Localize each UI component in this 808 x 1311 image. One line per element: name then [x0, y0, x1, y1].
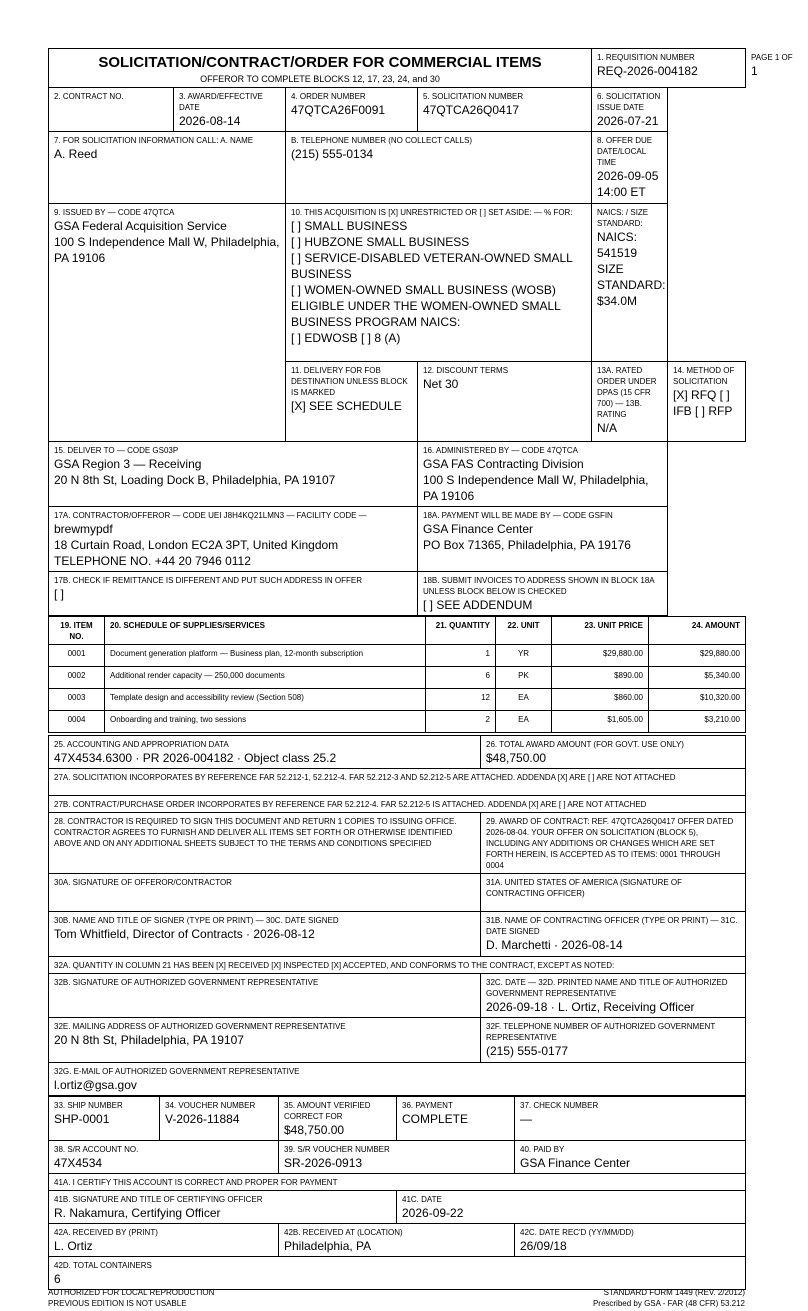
- deliver-to-cell: 15. DELIVER TO — CODE GS03P GSA Region 3 — Receiving 20 N 8th St, Loading Dock B, Philadelphia, PA 19107: [49, 442, 418, 507]
- block-32a: 32A. QUANTITY IN COLUMN 21 HAS BEEN [X] RECEIVED [X] INSPECTED [X] ACCEPTED, AND CONFORMS TO THE CONTRACT, EXCEPT AS NOTED:: [49, 957, 746, 974]
- table-row: 0004 Onboarding and training, two sessions 2 EA $1,605.00 $3,210.00: [49, 711, 746, 733]
- block-27a: 27A. SOLICITATION INCORPORATES BY REFERENCE FAR 52.212-1, 52.212-4. FAR 52.212-3 AND 52.212-5 ARE ATTACHED. ADDENDA [X] ARE [ ] ARE NOT ATTACHED: [49, 769, 746, 796]
- page-count: 1: [751, 64, 758, 78]
- rated-order: N/A: [597, 421, 618, 435]
- info-contact-name: A. Reed: [54, 147, 98, 161]
- check-number-cell: 37. CHECK NUMBER —: [515, 1097, 746, 1141]
- requisition-page-block: [592, 49, 793, 88]
- offer-due-date: 2026-09-05 14:00 ET: [597, 169, 659, 199]
- sf1449-form: [48, 48, 793, 1290]
- sr-voucher: SR-2026-0913: [284, 1156, 363, 1170]
- voucher-number: V-2026-11884: [165, 1112, 240, 1126]
- footer-form-number: STANDARD FORM 1449 (REV. 2/2012): [603, 1288, 745, 1297]
- block-27b: 27B. CONTRACT/PURCHASE ORDER INCORPORATES BY REFERENCE FAR 52.212-4. FAR 52.212-5 IS ATTACHED. ADDENDA [X] ARE [ ] ARE NOT ATTACHED: [49, 796, 746, 813]
- offeror-signature-cell: 30A. SIGNATURE OF OFFEROR/CONTRACTOR: [49, 874, 481, 912]
- schedule-table: [48, 616, 746, 733]
- contracting-officer: D. Marchetti · 2026-08-14: [486, 938, 623, 952]
- administered-by: GSA FAS Contracting Division 100 S Independence Mall W, Philadelphia, PA 19106: [423, 457, 649, 503]
- form-subtitle: OFFEROR TO COMPLETE BLOCKS 12, 17, 23, 24, and 30: [200, 74, 440, 84]
- form-payment-section: [48, 1096, 746, 1290]
- contracting-officer-cell: 31B. NAME OF CONTRACTING OFFICER (TYPE OR PRINT) — 31C. DATE SIGNED D. Marchetti · 2026-08-14: [481, 912, 746, 957]
- award-date-cell: 3. AWARD/EFFECTIVE DATE 2026-08-14: [174, 88, 286, 132]
- rated-order-cell: 13A. RATED ORDER UNDER DPAS (15 CFR 700) — 13B. RATING N/A: [592, 362, 668, 442]
- payment-status-cell: 36. PAYMENT COMPLETE: [397, 1097, 515, 1141]
- rep-date-name: 2026-09-18 · L. Ortiz, Receiving Officer: [486, 1000, 695, 1014]
- telephone-number: (215) 555-0134: [291, 147, 374, 161]
- total-containers: 6: [54, 1272, 61, 1286]
- form-title-block: [49, 49, 592, 88]
- rep-telephone: (215) 555-0177: [486, 1044, 569, 1058]
- certifying-officer: R. Nakamura, Certifying Officer: [54, 1206, 221, 1220]
- table-row: 0002 Additional render capacity — 250,000 documents 6 PK $890.00 $5,340.00: [49, 667, 746, 689]
- remittance-cell: 17B. CHECK IF REMITTANCE IS DIFFERENT AND PUT SUCH ADDRESS IN OFFER [ ]: [49, 572, 418, 616]
- col-quantity: 21. QUANTITY: [426, 617, 496, 645]
- payment-by-cell: 18A. PAYMENT WILL BE MADE BY — CODE GSFIN GSA Finance Center PO Box 71365, Philadelphia, PA 19176: [418, 507, 668, 572]
- contractor: brewmypdf 18 Curtain Road, London EC2A 3PT, United Kingdom TELEPHONE NO. +44 20 7946 0112: [54, 522, 339, 568]
- page-count-cell: PAGE 1 OF 1: [746, 49, 808, 85]
- total-award-cell: 26. TOTAL AWARD AMOUNT (FOR GOVT. USE ONLY) $48,750.00: [481, 736, 746, 769]
- table-row: 0003 Template design and accessibility review (Section 508) 12 EA $860.00 $10,320.00: [49, 689, 746, 711]
- received-date-cell: 42C. DATE REC'D (YY/MM/DD) 26/09/18: [515, 1224, 746, 1257]
- invoice-addendum: [ ] SEE ADDENDUM: [423, 598, 533, 612]
- received-at-cell: 42B. RECEIVED AT (LOCATION) Philadelphia, PA: [279, 1224, 515, 1257]
- rep-email: l.ortiz@gsa.gov: [54, 1078, 137, 1092]
- footer-edition-note: PREVIOUS EDITION IS NOT USABLE: [48, 1299, 187, 1308]
- certify-date-cell: 41C. DATE 2026-09-22: [397, 1191, 746, 1224]
- offer-due-cell: 8. OFFER DUE DATE/LOCAL TIME 2026-09-05 14:00 ET: [592, 132, 668, 204]
- order-number: 47QTCA26F0091: [291, 103, 386, 117]
- rep-signature-cell: 32B. SIGNATURE OF AUTHORIZED GOVERNMENT REPRESENTATIVE: [49, 974, 481, 1018]
- contract-no-cell: 2. CONTRACT NO.: [49, 88, 174, 132]
- schedule-header-row: [49, 617, 746, 645]
- sr-account-cell: 38. S/R ACCOUNT NO. 47X4534: [49, 1141, 279, 1174]
- info-contact-cell: 7. FOR SOLICITATION INFORMATION CALL: A. NAME A. Reed: [49, 132, 286, 204]
- received-by: L. Ortiz: [54, 1239, 93, 1253]
- ship-number-cell: 33. SHIP NUMBER SHP-0001: [49, 1097, 160, 1141]
- solicitation-method: [X] RFQ [ ] IFB [ ] RFP: [673, 388, 733, 418]
- form-lower-section: [48, 735, 746, 1096]
- total-containers-cell: 42D. TOTAL CONTAINERS 6: [49, 1257, 746, 1290]
- requisition-number-cell: 1. REQUISITION NUMBER REQ-2026-004182: [592, 49, 746, 85]
- order-number-cell: 4. ORDER NUMBER 47QTCA26F0091: [286, 88, 418, 132]
- col-amount: 24. AMOUNT: [649, 617, 746, 645]
- accounting-data: 47X4534.6300 · PR 2026-004182 · Object class 25.2: [54, 751, 337, 765]
- administered-by-cell: 16. ADMINISTERED BY — CODE 47QTCA GSA FAS Contracting Division 100 S Independence Mall W, Philadelphia, PA 19106: [418, 442, 668, 507]
- total-award-amount: $48,750.00: [486, 751, 547, 765]
- rep-mailing-address: 20 N 8th St, Philadelphia, PA 19107: [54, 1033, 244, 1047]
- award-date: 2026-08-14: [179, 114, 241, 128]
- amount-verified-cell: 35. AMOUNT VERIFIED CORRECT FOR $48,750.00: [279, 1097, 397, 1141]
- ship-number: SHP-0001: [54, 1112, 110, 1126]
- discount-terms: Net 30: [423, 377, 459, 391]
- naics-cell: NAICS: / SIZE STANDARD: NAICS: 541519 SIZE STANDARD: $34.0M: [592, 204, 668, 362]
- rep-telephone-cell: 32F. TELEPHONE NUMBER OF AUTHORIZED GOVERNMENT REPRESENTATIVE (215) 555-0177: [481, 1018, 746, 1063]
- paid-by-cell: 40. PAID BY GSA Finance Center: [515, 1141, 746, 1174]
- table-row: 0001 Document generation platform — Business plan, 12-month subscription 1 YR $29,880.00 $29,880.00: [49, 645, 746, 667]
- issued-by: GSA Federal Acquisition Service 100 S Independence Mall W, Philadelphia, PA 19106: [54, 219, 280, 265]
- col-unit-price: 23. UNIT PRICE: [552, 617, 649, 645]
- delivery-fob: [X] SEE SCHEDULE: [291, 399, 402, 413]
- certify-date: 2026-09-22: [402, 1206, 464, 1220]
- contractor-cell: 17A. CONTRACTOR/OFFEROR — CODE UEI J8H4KQ21LMN3 — FACILITY CODE — brewmypdf 18 Curtain Road, London EC2A 3PT, United Kingdom TELEPHONE NO. +44 20 7946 0112: [49, 507, 418, 572]
- col-unit: 22. UNIT: [496, 617, 552, 645]
- naics-value: NAICS: 541519 SIZE STANDARD: $34.0M: [597, 230, 666, 308]
- rep-mailing-cell: 32E. MAILING ADDRESS OF AUTHORIZED GOVERNMENT REPRESENTATIVE 20 N 8th St, Philadelphia, PA 19107: [49, 1018, 481, 1063]
- solicitation-date: 2026-07-21: [597, 114, 659, 128]
- check-number: —: [520, 1112, 532, 1126]
- footer-left: [48, 1287, 214, 1309]
- acquisition-setaside: [ ] SMALL BUSINESS [ ] HUBZONE SMALL BUSINESS [ ] SERVICE-DISABLED VETERAN-OWNED SMALL BUSINESS [ ] WOMEN-OWNED SMALL BUSINESS (WOSB) ELIGIBLE UNDER THE WOMEN-OWNED SMALL BUSINESS PROGRAM NAICS: [ ] EDWOSB [ ] 8 (A): [291, 219, 573, 345]
- discount-terms-cell: 12. DISCOUNT TERMS Net 30: [418, 362, 592, 442]
- issued-by-cell: 9. ISSUED BY — CODE 47QTCA GSA Federal Acquisition Service 100 S Independence Mall W, Philadelphia, PA 19106: [49, 204, 286, 442]
- requisition-number: REQ-2026-004182: [597, 64, 698, 78]
- signer-name: Tom Whitfield, Director of Contracts · 2026-08-12: [54, 927, 315, 941]
- footer-reproduction-note: AUTHORIZED FOR LOCAL REPRODUCTION: [48, 1288, 215, 1297]
- form-top-section: [48, 48, 793, 616]
- col-item-no: 19. ITEM NO.: [49, 617, 105, 645]
- paid-by: GSA Finance Center: [520, 1156, 631, 1170]
- received-at: Philadelphia, PA: [284, 1239, 372, 1253]
- sr-voucher-cell: 39. S/R VOUCHER NUMBER SR-2026-0913: [279, 1141, 515, 1174]
- amount-verified: $48,750.00: [284, 1123, 345, 1137]
- delivery-fob-cell: 11. DELIVERY FOR FOB DESTINATION UNLESS BLOCK IS MARKED [X] SEE SCHEDULE: [286, 362, 418, 442]
- voucher-number-cell: 34. VOUCHER NUMBER V-2026-11884: [160, 1097, 279, 1141]
- invoice-cell: 18B. SUBMIT INVOICES TO ADDRESS SHOWN IN BLOCK 18A UNLESS BLOCK BELOW IS CHECKED [ ] SEE ADDENDUM: [418, 572, 668, 616]
- method-cell: 14. METHOD OF SOLICITATION [X] RFQ [ ] IFB [ ] RFP: [668, 362, 746, 442]
- block-41a: 41A. I CERTIFY THIS ACCOUNT IS CORRECT AND PROPER FOR PAYMENT: [49, 1174, 746, 1191]
- sr-account: 47X4534: [54, 1156, 103, 1170]
- rep-email-cell: 32G. E-MAIL OF AUTHORIZED GOVERNMENT REPRESENTATIVE l.ortiz@gsa.gov: [49, 1063, 746, 1096]
- remittance-checkbox: [ ]: [54, 587, 65, 601]
- solicitation-date-cell: 6. SOLICITATION ISSUE DATE 2026-07-21: [592, 88, 668, 132]
- deliver-to: GSA Region 3 — Receiving 20 N 8th St, Loading Dock B, Philadelphia, PA 19107: [54, 457, 336, 487]
- acquisition-cell: 10. THIS ACQUISITION IS [X] UNRESTRICTED OR [ ] SET ASIDE: — % FOR: [ ] SMALL BUSINESS [ ] HUBZONE SMALL BUSINESS [ ] SERVICE-DISABLED VETERAN-OWNED SMALL BUSINESS [ ] WOMEN-OWNED SMALL BUSINESS (WOSB) ELIGIBLE UNDER THE WOMEN-OWNED SMALL BUSINESS PROGRAM NAICS: [ ] EDWOSB [ ] 8 (A): [286, 204, 592, 362]
- solicitation-number-cell: 5. SOLICITATION NUMBER 47QTCA26Q0417: [418, 88, 592, 132]
- form-title: SOLICITATION/CONTRACT/ORDER FOR COMMERCIAL ITEMS: [98, 54, 542, 71]
- accounting-cell: 25. ACCOUNTING AND APPROPRIATION DATA 47X4534.6300 · PR 2026-004182 · Object class 25.2: [49, 736, 481, 769]
- solicitation-number: 47QTCA26Q0417: [423, 103, 520, 117]
- received-by-cell: 42A. RECEIVED BY (PRINT) L. Ortiz: [49, 1224, 279, 1257]
- received-date: 26/09/18: [520, 1239, 567, 1253]
- col-description: 20. SCHEDULE OF SUPPLIES/SERVICES: [105, 617, 426, 645]
- payment-status: COMPLETE: [402, 1112, 469, 1126]
- payment-by: GSA Finance Center PO Box 71365, Philadelphia, PA 19176: [423, 522, 631, 552]
- footer-right: [593, 1287, 745, 1309]
- telephone-cell: B. TELEPHONE NUMBER (NO COLLECT CALLS) (215) 555-0134: [286, 132, 592, 204]
- signer-cell: 30B. NAME AND TITLE OF SIGNER (TYPE OR PRINT) — 30C. DATE SIGNED Tom Whitfield, Director of Contracts · 2026-08-12: [49, 912, 481, 957]
- block-29: 29. AWARD OF CONTRACT: REF. 47QTCA26Q0417 OFFER DATED 2026-08-04. YOUR OFFER ON SOLICITATION (BLOCK 5), INCLUDING ANY ADDITIONS OR CHANGES WHICH ARE SET FORTH HEREIN, IS ACCEPTED AS TO ITEMS: 0001 THROUGH 0004: [481, 813, 746, 874]
- block-28: 28. CONTRACTOR IS REQUIRED TO SIGN THIS DOCUMENT AND RETURN 1 COPIES TO ISSUING OFFICE. CONTRACTOR AGREES TO FURNISH AND DELIVER ALL ITEMS SET FORTH OR OTHERWISE IDENTIFIED ABOVE AND ON ANY ADDITIONAL SHEETS SUBJECT TO THE TERMS AND CONDITIONS SPECIFIED: [49, 813, 481, 874]
- certifying-officer-cell: 41B. SIGNATURE AND TITLE OF CERTIFYING OFFICER R. Nakamura, Certifying Officer: [49, 1191, 397, 1224]
- footer-prescribed-by: Prescribed by GSA - FAR (48 CFR) 53.212: [592, 1299, 745, 1308]
- usa-signature-cell: 31A. UNITED STATES OF AMERICA (SIGNATURE OF CONTRACTING OFFICER): [481, 874, 746, 912]
- rep-date-cell: 32C. DATE — 32D. PRINTED NAME AND TITLE OF AUTHORIZED GOVERNMENT REPRESENTATIVE 2026-09-18 · L. Ortiz, Receiving Officer: [481, 974, 746, 1018]
